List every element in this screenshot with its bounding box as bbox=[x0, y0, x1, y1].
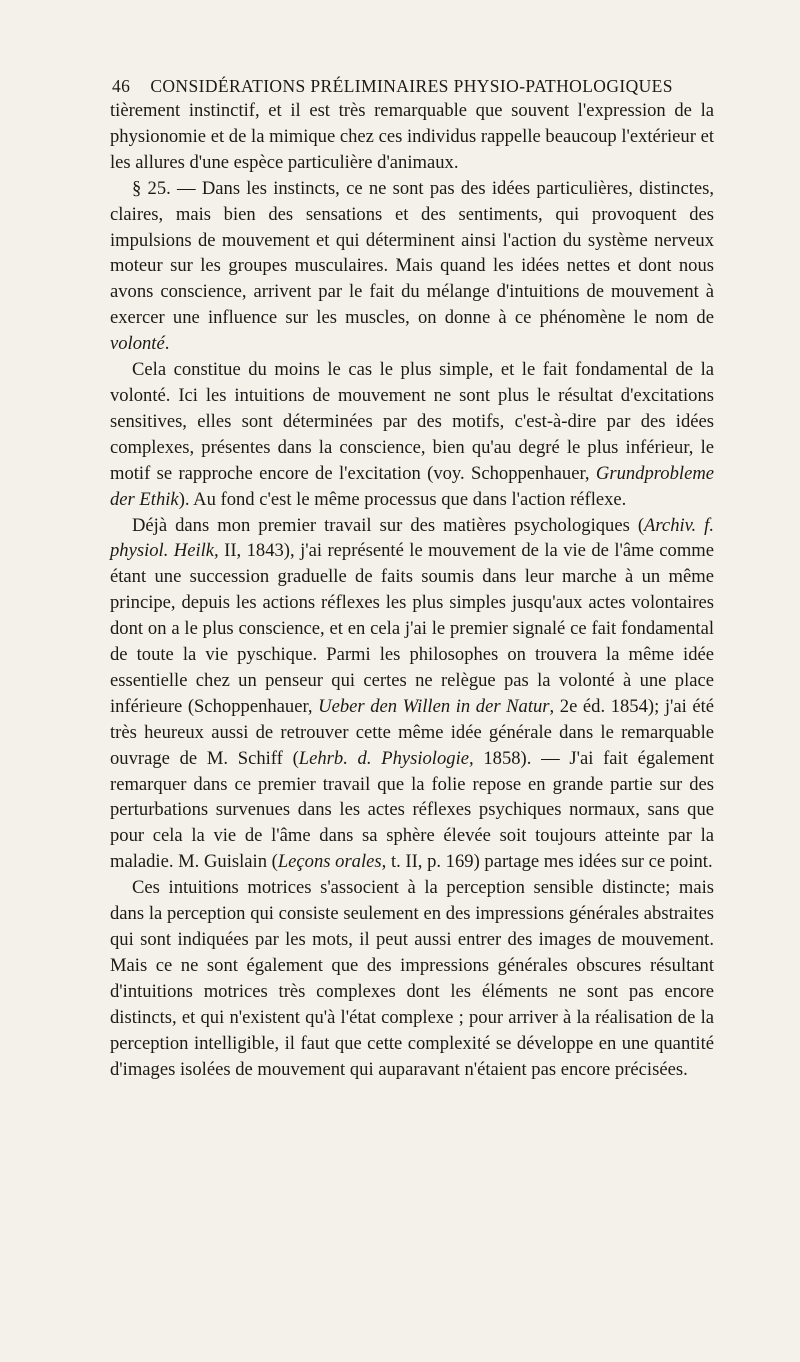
text-segment: 1858). — J'ai fait également remarquer dans ce premier travail que la folie repose en grande partie sur des perturbations survenues dans les actes réflexes psychiques normaux, sans que pour cela la vie de l'âme dans sa sphère élevée soit toujours atteinte par la maladie. M. Guislain ( bbox=[110, 747, 714, 873]
text-segment: Déjà dans mon premier travail sur des matières psychologiques ( bbox=[132, 514, 645, 536]
text-segment: , 2e éd. 1854); j'ai été très heureux aussi de retrouver cette même idée générale dans le remarquable ouvrage de M. Schiff ( bbox=[110, 695, 715, 769]
text-segment: . bbox=[164, 333, 170, 355]
italic-citation: Ueber den Willen in der Natur bbox=[318, 695, 550, 717]
text-segment: tièrement instinctif, et il est très remarquable que souvent l'expression de la physionomie et de la mimique chez ces individus rappelle beaucoup l'extérieur et les allures d'une espèce particulière d'animaux. bbox=[110, 100, 714, 173]
paragraph-intuitions-motrices bbox=[110, 875, 714, 1082]
text-segment: Cela constitue du moins le cas le plus simple, et le fait fondamental de la volonté. Ici les intuitions de mouvement ne sont plus le résultat d'excitations sensitives, elles sont déterminées par des motifs, c'est-à-dire par des idées complexes, présentes dans la conscience, bien qu'au degré le plus inférieur, le motif se rapproche encore de l'excitation (voy. Schoppenhauer, bbox=[110, 359, 714, 484]
italic-citation: Leçons orales bbox=[277, 851, 382, 873]
paragraph-section-25 bbox=[110, 176, 714, 357]
italic-term: volonté bbox=[110, 333, 165, 355]
italic-citation: Grundprobleme der Ethik bbox=[110, 462, 714, 510]
italic-citation: Archiv. f. physiol. Heilk, bbox=[110, 514, 714, 562]
text-segment: ). Au fond c'est le même processus que dans l'action réflexe. bbox=[178, 488, 627, 510]
text-segment: Ces intuitions motrices s'associent à la perception sensible distincte; mais dans la perception qui consiste seulement en des impressions générales abstraites qui sont indiquées par les mots, il peut aussi entrer des images de mouvement. Mais ce ne sont également que des impressions générales obscures résultant d'intuitions motrices très complexes dont les éléments ne sont pas encore distincts, et qui n'existent qu'à l'état complexe ; pour arriver à la réalisation de la perception intelligible, il faut que cette complexité se développe en une quantité d'images isolées de mouvement qui auparavant n'étaient pas encore précisées. bbox=[110, 877, 714, 1080]
paragraph-continuation bbox=[110, 98, 714, 176]
paragraph-volonte bbox=[110, 357, 714, 512]
text-segment: § 25. — Dans les instincts, ce ne sont pas des idées particulières, distinctes, claires, mais bien des sensations et des sentiments, qui provoquent des impulsions de mouvement et qui déterminent ainsi l'action du système nerveux moteur sur les groupes musculaires. Mais quand les idées nettes et dont nous avons conscience, arrivent par le fait du mélange d'intuitions de mouvement à exercer une influence sur les muscles, on donne à ce phénomène le nom de bbox=[110, 177, 714, 329]
running-title: CONSIDÉRATIONS PRÉLIMINAIRES PHYSIO-PATHOLOGIQUES bbox=[150, 76, 673, 96]
text-segment: , t. II, p. 169) partage mes idées sur ce point. bbox=[381, 851, 713, 873]
body-text bbox=[110, 98, 714, 1082]
page-number: 46 bbox=[112, 76, 131, 96]
text-segment: II, 1843), j'ai représenté le mouvement de la vie de l'âme comme étant une succession graduelle de faits soumis dans leur marche à un même principe, depuis les actions réflexes les plus simples jusqu'aux actes volontaires dont on a le plus conscience, et en cela j'ai le premier signalé ce fait fondamental de toute la vie pyschique. Parmi les philosophes on trouvera la même idée essentielle chez un penseur qui certes ne relègue pas la volonté à une place inférieure (Schoppenhauer, bbox=[110, 540, 714, 717]
italic-citation: Lehrb. d. Physiologie, bbox=[298, 747, 474, 769]
running-header bbox=[112, 76, 712, 97]
paragraph-premier-travail bbox=[110, 513, 714, 876]
